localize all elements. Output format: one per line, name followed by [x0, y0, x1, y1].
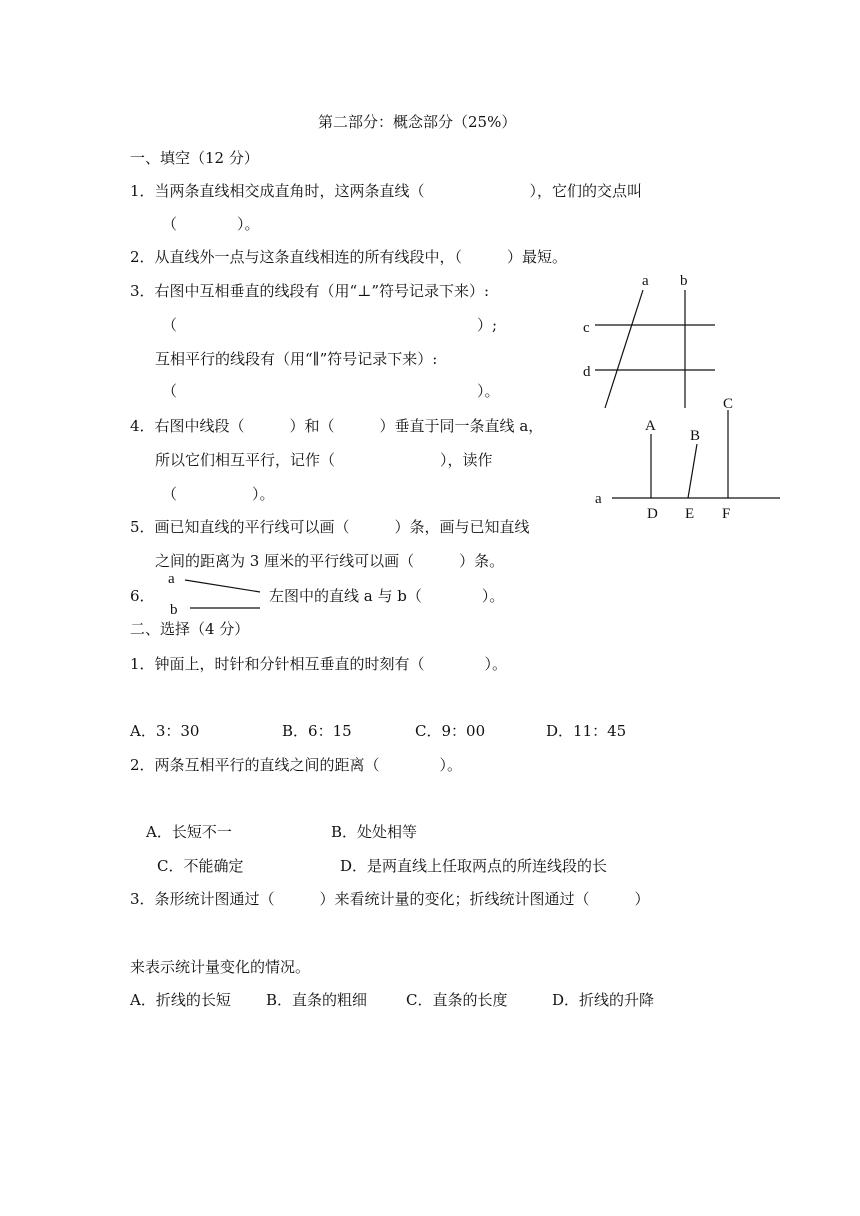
- q1-line2: （ ）。: [162, 215, 260, 233]
- q5-line1: 5．画已知直线的平行线可以画（ ）条，画与已知直线: [130, 518, 530, 536]
- s2-q2-option-d: D．是两直线上任取两点的所连线段的长: [340, 857, 608, 875]
- fig3-label-a: a: [168, 571, 175, 587]
- fig2-label-a: a: [595, 491, 602, 507]
- s2-q1-option-c: C．9：00: [415, 722, 486, 740]
- q6-text: 左图中的直线 a 与 b（ ）。: [269, 587, 505, 605]
- fig1-label-c: c: [583, 320, 590, 336]
- s2-q2-option-c: C．不能确定: [157, 857, 244, 875]
- fig1-label-a: a: [642, 273, 649, 289]
- page-title: 第二部分：概念部分（25%）: [318, 113, 517, 131]
- fig2-label-A: A: [645, 418, 656, 434]
- s2-q1-option-a: A．3：30: [130, 722, 200, 740]
- q3-line1: 3．右图中互相垂直的线段有（用“⊥”符号记录下来）:: [130, 282, 490, 300]
- s2-q3-option-a: A．折线的长短: [130, 991, 231, 1009]
- s2-q3-option-c: C．直条的长度: [406, 991, 508, 1009]
- q4-line1: 4．右图中线段（ ）和（ ）垂直于同一条直线 a，: [130, 417, 544, 435]
- fig2-label-C: C: [723, 396, 734, 412]
- s2-q3-line2: 来表示统计量变化的情况。: [130, 958, 311, 976]
- figure-segments-on-line-a: [590, 392, 790, 524]
- s2-q2-option-a: A．长短不一: [146, 823, 232, 841]
- fig2-label-D: D: [647, 506, 658, 522]
- s2-q1-option-b: B．6：15: [282, 722, 352, 740]
- fig3-line-a: [185, 580, 260, 592]
- fig3-label-b: b: [170, 602, 178, 618]
- q1-line1: 1．当两条直线相交成直角时，这两条直线（ ），它们的交点叫: [130, 182, 643, 200]
- s2-q1-option-d: D．11：45: [546, 722, 627, 740]
- s2-q2-option-b: B．处处相等: [331, 823, 418, 841]
- fig2-segment-BE: [688, 444, 697, 498]
- s2-q2-line: 2．两条互相平行的直线之间的距离（ ）。: [130, 756, 463, 774]
- q4-line2: 所以它们相互平行，记作（ ），读作: [155, 451, 493, 469]
- q3-line3: 互相平行的线段有（用“∥”符号记录下来）:: [155, 350, 438, 368]
- fig2-label-F: F: [722, 506, 731, 522]
- s2-q1-line: 1．钟面上，时针和分针相互垂直的时刻有（ ）。: [130, 655, 508, 673]
- section1-heading: 一、填空（12 分）: [130, 149, 259, 167]
- fig1-line-a: [605, 290, 643, 408]
- q6-number: 6．: [130, 587, 155, 605]
- s2-q3-option-b: B．直条的粗细: [266, 991, 368, 1009]
- fig2-label-B: B: [690, 428, 701, 444]
- q3-line2: （ ）;: [162, 316, 498, 334]
- section2-heading: 二、选择（4 分）: [130, 620, 250, 638]
- q3-line4: （ ）。: [162, 382, 500, 400]
- s2-q3-line1: 3．条形统计图通过（ ）来看统计量的变化；折线统计图通过（ ）: [130, 890, 650, 908]
- q4-line3: （ ）。: [162, 485, 275, 503]
- s2-q3-option-d: D．折线的升降: [552, 991, 655, 1009]
- fig1-label-d: d: [583, 364, 591, 380]
- q2-line: 2．从直线外一点与这条直线相连的所有线段中，（ ）最短。: [130, 248, 568, 266]
- q5-line2: 之间的距离为 3 厘米的平行线可以画（ ）条。: [155, 552, 505, 570]
- fig2-label-E: E: [685, 506, 695, 522]
- figure-lines-a-b: [160, 568, 270, 618]
- fig1-label-b: b: [680, 273, 688, 289]
